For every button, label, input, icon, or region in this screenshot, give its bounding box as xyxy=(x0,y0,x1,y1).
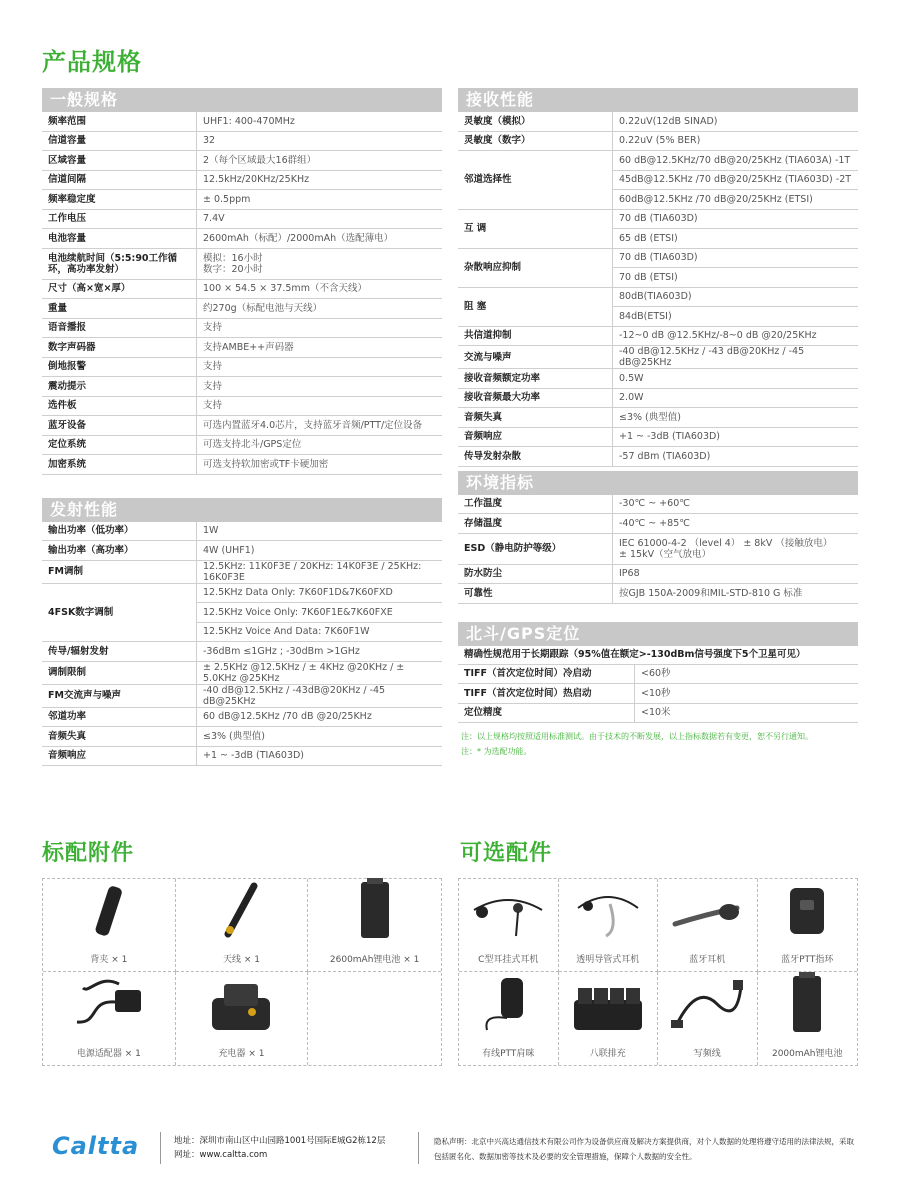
spec-key: 输出功率（低功率） xyxy=(42,522,197,541)
spec-key: 电池容量 xyxy=(42,229,197,249)
spec-row xyxy=(458,131,858,151)
spec-row xyxy=(42,583,442,603)
spec-value: 0.22uV (5% BER) xyxy=(613,131,859,151)
spec-value: <10米 xyxy=(635,703,859,723)
spec-value: 2（每个区域最大16群组） xyxy=(197,151,443,171)
spec-row xyxy=(42,112,442,131)
accessory-item xyxy=(559,972,659,1065)
spec-value: -12~0 dB @12.5KHz/-8~0 dB @20/25KHz xyxy=(613,326,859,346)
accessory-label: 八联排充 xyxy=(589,1049,626,1059)
accessory-item xyxy=(176,879,309,972)
accessory-item xyxy=(308,879,441,972)
spec-row xyxy=(42,190,442,210)
tube-earphone-icon xyxy=(568,890,648,952)
charger-icon xyxy=(206,978,276,1046)
privacy-statement: 隐私声明：北京中兴高达通信技术有限公司作为设备供应商及解决方案提供商，对个人数据的处理将遵守适用的法律法规，采取包括匿名化、数据加密等技术及必要的安全管理措施，保障个人数据的安全性。 xyxy=(434,1137,854,1161)
spec-key: 调制限制 xyxy=(42,661,197,684)
spec-row xyxy=(42,541,442,561)
spec-value: <10秒 xyxy=(635,684,859,704)
spec-key: 音频失真 xyxy=(458,408,613,428)
empty-cell xyxy=(308,972,441,1065)
spec-value: UHF1: 400-470MHz xyxy=(197,112,443,131)
spec-key: 震动提示 xyxy=(42,377,197,397)
spec-value: 100 × 54.5 × 37.5mm（不含天线） xyxy=(197,279,443,299)
spec-value: IEC 61000-4-2 （level 4） ± 8kV （接触放电） ± 15kV（空气放电） xyxy=(613,533,859,564)
spec-value: 支持 xyxy=(197,396,443,416)
spec-row xyxy=(42,299,442,319)
spec-row xyxy=(458,703,858,723)
spec-key: 定位系统 xyxy=(42,435,197,455)
spec-value: 80dB(TIA603D) xyxy=(613,287,859,307)
spec-row xyxy=(458,495,858,514)
spec-row xyxy=(42,455,442,475)
spec-row xyxy=(458,533,858,564)
accessory-item xyxy=(658,879,758,972)
spec-key: 阻 塞 xyxy=(458,287,613,326)
spec-row xyxy=(458,584,858,604)
spec-key: 4FSK数字调制 xyxy=(42,583,197,642)
spec-key: 音频响应 xyxy=(458,427,613,447)
spec-value: 约270g（标配电池与天线） xyxy=(197,299,443,319)
accessory-item xyxy=(559,879,659,972)
spec-value: 70 dB (TIA603D) xyxy=(613,209,859,229)
accessory-label: 写频线 xyxy=(693,1049,721,1059)
spec-value: 70 dB (ETSI) xyxy=(613,268,859,288)
spec-value: 45dB@12.5KHz /70 dB@20/25KHz (TIA603D) -2T xyxy=(613,170,859,190)
spec-key: 电池续航时间（5:5:90工作循环，高功率发射） xyxy=(42,248,197,279)
spec-row xyxy=(42,684,442,707)
spec-row xyxy=(42,279,442,299)
spec-row xyxy=(458,427,858,447)
spec-row xyxy=(458,248,858,268)
spec-row xyxy=(42,318,442,338)
spec-key: 信道间隔 xyxy=(42,170,197,190)
accessory-label: 透明导管式耳机 xyxy=(576,955,640,965)
caltta-logo: Caltta xyxy=(52,1132,140,1160)
spec-value: 4W (UHF1) xyxy=(197,541,443,561)
spec-row xyxy=(458,388,858,408)
spec-row xyxy=(42,248,442,279)
notes xyxy=(458,729,858,759)
accessory-item xyxy=(658,972,758,1065)
spec-row xyxy=(42,661,442,684)
footer xyxy=(0,1126,900,1176)
spec-value: 支持 xyxy=(197,377,443,397)
spec-key: 选件板 xyxy=(42,396,197,416)
spec-row xyxy=(458,665,858,684)
spec-key: 共信道抑制 xyxy=(458,326,613,346)
spec-row xyxy=(42,642,442,662)
website: 网址：www.caltta.com xyxy=(174,1150,268,1160)
spec-row xyxy=(458,514,858,534)
spec-value: 可选支持北斗/GPS定位 xyxy=(197,435,443,455)
spec-key: 数字声码器 xyxy=(42,338,197,358)
footer-divider xyxy=(160,1132,161,1164)
spec-value: <60秒 xyxy=(635,665,859,684)
programming-cable-icon xyxy=(667,974,747,1046)
spec-value: 2600mAh（标配）/2000mAh（选配薄电） xyxy=(197,229,443,249)
accessory-item xyxy=(176,972,309,1065)
spec-key: 定位精度 xyxy=(458,703,635,723)
spec-value: 12.5kHz/20KHz/25KHz xyxy=(197,170,443,190)
spec-key: FM交流声与噪声 xyxy=(42,684,197,707)
spec-row xyxy=(458,564,858,584)
shoulder-mic-icon xyxy=(473,974,543,1046)
antenna-icon xyxy=(216,880,266,952)
spec-value: +1 ~ -3dB (TIA603D) xyxy=(197,746,443,766)
accessory-item xyxy=(43,972,176,1065)
note-line: 注：* 为选配功能。 xyxy=(461,747,532,756)
belt-clip-icon xyxy=(84,880,134,952)
spec-value: -40 dB@12.5KHz / -43 dB@20KHz / -45 dB@25KHz xyxy=(613,346,859,369)
spec-key: 信道容量 xyxy=(42,131,197,151)
spec-value: 0.5W xyxy=(613,369,859,389)
spec-row xyxy=(42,151,442,171)
spec-row xyxy=(458,346,858,369)
spec-value: 按GJB 150A-2009和MIL-STD-810 G 标准 xyxy=(613,584,859,604)
spec-key: 存储温度 xyxy=(458,514,613,534)
standard-accessories-title: 标配附件 xyxy=(42,841,135,866)
accessory-label: 电源适配器 × 1 xyxy=(76,1049,141,1059)
spec-key: 频率范围 xyxy=(42,112,197,131)
accessory-label: C型耳挂式耳机 xyxy=(478,955,539,965)
spec-row xyxy=(458,326,858,346)
spec-value: 0.22uV(12dB SINAD) xyxy=(613,112,859,131)
optional-accessories-grid xyxy=(458,878,858,1066)
spec-row xyxy=(42,131,442,151)
spec-key: 灵敏度（模拟） xyxy=(458,112,613,131)
spec-key: 交流与噪声 xyxy=(458,346,613,369)
spec-value: 支持 xyxy=(197,357,443,377)
transmit-heading: 发射性能 xyxy=(42,498,442,522)
spec-row xyxy=(458,112,858,131)
accessory-label: 充电器 × 1 xyxy=(218,1049,265,1059)
spec-row xyxy=(42,357,442,377)
optional-accessories-title: 可选配件 xyxy=(460,841,553,866)
spec-key: 灵敏度（数字） xyxy=(458,131,613,151)
spec-value: 2.0W xyxy=(613,388,859,408)
spec-key: 接收音频额定功率 xyxy=(458,369,613,389)
accessory-item xyxy=(459,972,559,1065)
page-title: 产品规格 xyxy=(42,48,142,76)
environment-table xyxy=(458,495,858,604)
spec-value: 60 dB@12.5KHz /70 dB @20/25KHz xyxy=(197,707,443,727)
spec-value: ± 0.5ppm xyxy=(197,190,443,210)
accessory-label: 2600mAh锂电池 × 1 xyxy=(329,955,420,965)
spec-key: 加密系统 xyxy=(42,455,197,475)
spec-key: 可靠性 xyxy=(458,584,613,604)
spec-value: ± 2.5KHz @12.5KHz / ± 4KHz @20KHz / ± 5.0KHz @25KHz xyxy=(197,661,443,684)
spec-value: 84dB(ETSI) xyxy=(613,307,859,327)
spec-row xyxy=(42,522,442,541)
left-column xyxy=(42,88,442,766)
spec-row xyxy=(42,707,442,727)
spec-value: 12.5KHz: 11K0F3E / 20KHz: 14K0F3E / 25KHz: 16K0F3E xyxy=(197,560,443,583)
spec-key: 音频响应 xyxy=(42,746,197,766)
spec-value: 1W xyxy=(197,522,443,541)
spec-row xyxy=(458,369,858,389)
note-line: 注：以上规格均按照适用标准测试。由于技术的不断发展，以上指标数据若有变更，恕不另行通知。 xyxy=(461,732,813,741)
spec-key: 传导/辐射发射 xyxy=(42,642,197,662)
standard-accessories-grid xyxy=(42,878,442,1066)
spec-value: -40 dB@12.5KHz / -43dB@20KHz / -45 dB@25KHz xyxy=(197,684,443,707)
spec-value: 60dB@12.5KHz /70 dB@20/25KHz (ETSI) xyxy=(613,190,859,210)
spec-row xyxy=(42,338,442,358)
spec-key: 杂散响应抑制 xyxy=(458,248,613,287)
transmit-table xyxy=(42,522,442,767)
spec-key: 倒地报警 xyxy=(42,357,197,377)
spec-key: 互 调 xyxy=(458,209,613,248)
footer-divider xyxy=(418,1132,419,1164)
spec-value: 32 xyxy=(197,131,443,151)
spec-key: 重量 xyxy=(42,299,197,319)
spec-row xyxy=(42,435,442,455)
multi-charger-icon xyxy=(568,978,648,1046)
bluetooth-ptt-icon xyxy=(782,884,832,952)
gps-subtitle: 精确性规范用于长期跟踪（95%值在额定>-130dBm信号强度下5个卫星可见） xyxy=(458,646,858,665)
spec-row xyxy=(42,377,442,397)
spec-row xyxy=(42,746,442,766)
spec-row xyxy=(42,229,442,249)
spec-key: 邻道选择性 xyxy=(458,151,613,210)
receive-table xyxy=(458,112,858,467)
earhook-earphone-icon xyxy=(468,890,548,952)
spec-value: ≤3% (典型值) xyxy=(197,727,443,747)
spec-row xyxy=(458,151,858,171)
accessory-item xyxy=(459,879,559,972)
spec-key: FM调制 xyxy=(42,560,197,583)
spec-key: 语音播报 xyxy=(42,318,197,338)
accessory-label: 有线PTT肩咪 xyxy=(482,1049,535,1059)
spec-value: -40℃ ~ +85℃ xyxy=(613,514,859,534)
spec-row xyxy=(42,209,442,229)
gps-heading: 北斗/GPS定位 xyxy=(458,622,858,646)
spec-row xyxy=(458,447,858,467)
spec-value: 支持 xyxy=(197,318,443,338)
spec-key: 工作温度 xyxy=(458,495,613,514)
spec-value: 65 dB (ETSI) xyxy=(613,229,859,249)
spec-value: ≤3% (典型值) xyxy=(613,408,859,428)
battery-icon xyxy=(355,878,395,952)
spec-key: 输出功率（高功率） xyxy=(42,541,197,561)
spec-key: 防水防尘 xyxy=(458,564,613,584)
spec-value: 60 dB@12.5KHz/70 dB@20/25KHz (TIA603A) -1T xyxy=(613,151,859,171)
spec-key: TIFF（首次定位时间）热启动 xyxy=(458,684,635,704)
spec-value: 12.5KHz Data Only: 7K60F1D&7K60FXD xyxy=(197,583,443,603)
accessory-label: 2000mAh锂电池 xyxy=(771,1049,843,1059)
spec-key: 区域容量 xyxy=(42,151,197,171)
spec-row xyxy=(458,287,858,307)
spec-value: 可选内置蓝牙4.0芯片，支持蓝牙音频/PTT/定位设备 xyxy=(197,416,443,436)
spec-key: 音频失真 xyxy=(42,727,197,747)
accessory-label: 蓝牙PTT指环 xyxy=(781,955,834,965)
environment-heading: 环境指标 xyxy=(458,471,858,495)
spec-value: 模拟：16小时 数字：20小时 xyxy=(197,248,443,279)
spec-row xyxy=(42,727,442,747)
spec-value: IP68 xyxy=(613,564,859,584)
spec-value: 70 dB (TIA603D) xyxy=(613,248,859,268)
general-spec-table xyxy=(42,112,442,475)
spec-key: 工作电压 xyxy=(42,209,197,229)
spec-key: 尺寸（高×宽×厚） xyxy=(42,279,197,299)
footer-contact xyxy=(174,1134,385,1162)
spec-value: +1 ~ -3dB (TIA603D) xyxy=(613,427,859,447)
gps-table xyxy=(458,665,858,724)
spec-key: ESD（静电防护等级） xyxy=(458,533,613,564)
bluetooth-earphone-icon xyxy=(667,890,747,952)
spec-key: 传导发射杂散 xyxy=(458,447,613,467)
accessory-item xyxy=(758,879,858,972)
spec-row xyxy=(458,408,858,428)
spec-row xyxy=(42,396,442,416)
spec-value: 可选支持软加密或TF卡硬加密 xyxy=(197,455,443,475)
spec-value: 7.4V xyxy=(197,209,443,229)
spec-value: 12.5KHz Voice And Data: 7K60F1W xyxy=(197,622,443,642)
power-adapter-icon xyxy=(69,974,149,1046)
spec-row xyxy=(42,560,442,583)
spec-value: 12.5KHz Voice Only: 7K60F1E&7K60FXE xyxy=(197,603,443,623)
accessory-item xyxy=(758,972,858,1065)
accessory-label: 蓝牙耳机 xyxy=(689,955,726,965)
spec-key: TIFF（首次定位时间）冷启动 xyxy=(458,665,635,684)
spec-key: 频率稳定度 xyxy=(42,190,197,210)
spec-value: -30℃ ~ +60℃ xyxy=(613,495,859,514)
accessory-item xyxy=(43,879,176,972)
receive-heading: 接收性能 xyxy=(458,88,858,112)
spec-row xyxy=(458,684,858,704)
spec-value: -57 dBm (TIA603D) xyxy=(613,447,859,467)
spec-value: -36dBm ≤1GHz ; -30dBm >1GHz xyxy=(197,642,443,662)
right-column xyxy=(458,88,858,759)
spec-row xyxy=(42,170,442,190)
spec-value: 支持AMBE++声码器 xyxy=(197,338,443,358)
general-spec-heading: 一般规格 xyxy=(42,88,442,112)
battery-icon xyxy=(787,972,827,1046)
address: 地址：深圳市南山区中山园路1001号国际E城G2栋12层 xyxy=(174,1136,386,1146)
accessory-label: 背夹 × 1 xyxy=(90,955,128,965)
spec-key: 接收音频最大功率 xyxy=(458,388,613,408)
spec-key: 蓝牙设备 xyxy=(42,416,197,436)
spec-row xyxy=(42,416,442,436)
accessory-label: 天线 × 1 xyxy=(222,955,260,965)
spec-row xyxy=(458,209,858,229)
spec-key: 邻道功率 xyxy=(42,707,197,727)
